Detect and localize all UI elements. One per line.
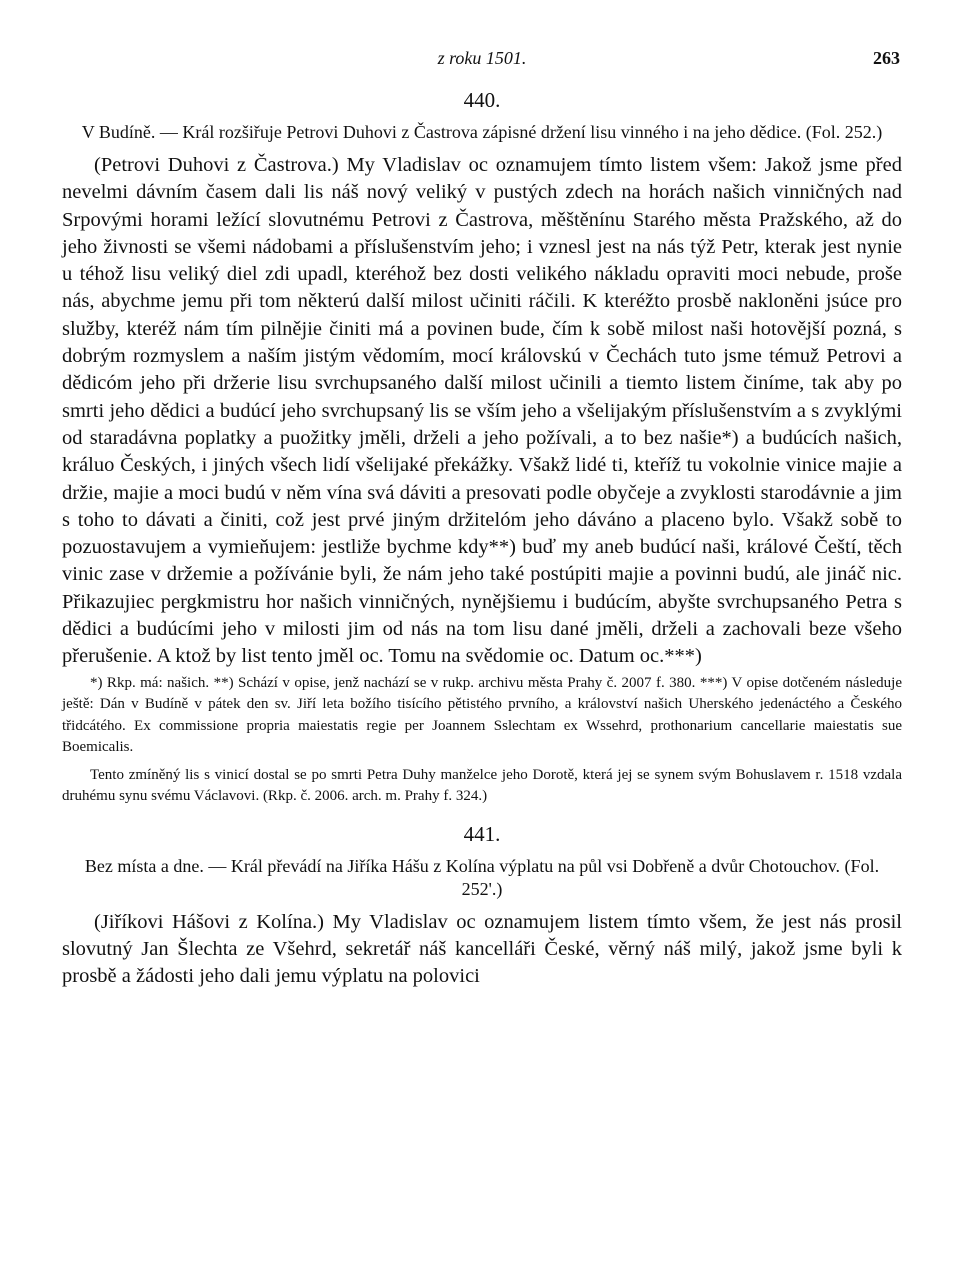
document-regest: Bez místa a dne. — Král převádí na Jiříka Hášu z Kolína výplatu na půl vsi Dobřeně a dvůr Chotouchov. (Fol. 252'.) <box>84 855 880 899</box>
document-number: 440. <box>463 88 501 112</box>
document-number: 441. <box>463 821 501 846</box>
document-text: (Petrovi Duhovi z Častrova.) My Vladislav oc oznamujem tímto listem všem: Jakož jsme před nevelmi dávním časem dali lis náš nový veliký v pustých zdech na horách našich vinničných nad Srpovými horami ležící slovutnému Petrovi z Častrova, měštěnínu Starého města Pražského, až do jeho živnosti se všemi nádobami a příslušenstvím jeho; i vznesl jest na nás týž Petr, kterak jest nynie u téhož lisu veliký diel zdi upadl, kteréhož bez dosti velikého nákladu opraviti moci nebude, proše nás, abychme jemu při tom některú další milost učiniti ráčili. K kteréžto prosbě nakloněni jsúce pro služby, kteréž nám tím pilnějie činiti má a povinen bude, čím k sobě milost naši hotovější pozná, s dobrým rozmyslem a naším jistým vědomím, mocí královskú v Čechách tuto jsme témuž Petrovi a dědicóm jeho při držerie lisu svrchupsaného další milost učinili a tiemto listem činíme, tak aby po smrti jeho dědici a budúcí jeho svrchupsaný lis se vším jeho a všelijakým příslušenstvím a s zvyklými od staradávna poplatky a puožitky jměli, drželi a jeho požívali, a to bez našie*) a budúcích našich, králuo Českých, i jiných všech lidí všelijaké překážky. Všakž lidé ti, kteříž tu vokolnie vinice majie a držie, majie a moci budú v něm vína svá dáviti a presovati podle obyčeje a zvyklosti starodávnie a jim s toho to dávati a činiti, což jest prvé jiným držitelóm jeho dáváno a placeno bylo. Všakž sobě to pozuostavujem a vymieňujem: jestliže bychme kdy**) buď my aneb budúcí naši, králové Čeští, těch vinic zase v držemie a požívánie byli, že nám jeho také postúpiti majie a povinni budú, ale jináč nic. Přikazujiec pergkmistru hor našich vinničných, nynějšiemu i budúcím, abyšte svrchupsaného Petra s dědici a budúcími jeho v milosti jim od nás na tom lisu dané jměli, drželi a zachovali beze všeho přerušenie. A ktož by list tento jměl oc. Tomu na svědomie oc. Datum oc.***) <box>62 154 902 668</box>
document-441 <box>62 822 902 991</box>
footnotes <box>62 673 902 808</box>
book-page <box>62 48 902 991</box>
document-regest: V Budíně. — Král rozšiřuje Petrovi Duhovi z Častrova zápisné držení lisu vinného i na jeho dědice. (Fol. 252.) <box>81 122 883 142</box>
running-head-title: z roku 1501. <box>437 48 527 68</box>
page-number: 263 <box>873 48 900 68</box>
document-440 <box>62 88 902 808</box>
editorial-note: Tento zmíněný lis s vinicí dostal se po smrti Petra Duhy manželce jeho Dorotě, která jej se synem svým Bohuslavem r. 1518 vzdala druhému synu svému Václavovi. (Rkp. č. 2006. arch. m. Prahy f. 324.) <box>62 766 902 805</box>
document-text: (Jiříkovi Hášovi z Kolína.) My Vladislav oc oznamujem listem tímto všem, že jest nás prosil slovutný Jan Šlechta ze Všehrd, sekretář náš kancelláři České, věrný náš milý, jakož jsme byli k prosbě a žádosti jeho dali jemu výplatu na polovici <box>62 910 902 988</box>
running-head <box>62 48 902 78</box>
footnote: *) Rkp. má: našich. **) Schází v opise, jenž nachází se v rukp. archivu města Prahy č. 2007 f. 380. ***) V opise dotčeném následuje ještě: Dán v Budíně v pátek den sv. Jiří leta božího tisícího pětistého prvního, a království našich Uherského jedenáctého a Českého třidcátého. Ex commissione propria maiestatis regie per Joannem Sslechtam ex Wssehrd, prothonarium cancellarie maiestatis sue Boemicalis. <box>62 674 902 756</box>
